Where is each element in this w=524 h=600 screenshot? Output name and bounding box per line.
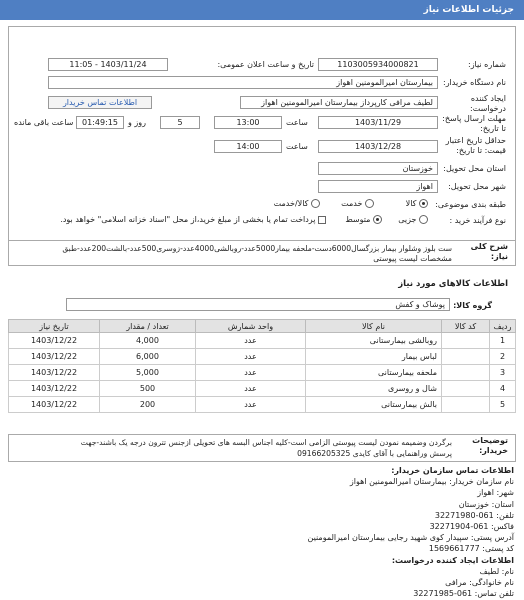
category-goods-text: کالا	[405, 199, 417, 208]
validity-time-field: 14:00	[214, 140, 282, 153]
row-name: روبالشی بیمارستانی	[306, 333, 442, 349]
validity-date-field: 1403/12/28	[318, 140, 438, 153]
table-row	[9, 349, 516, 365]
row-code	[442, 397, 490, 413]
row-name: بالش بیمارستانی	[306, 397, 442, 413]
col-unit: واحد شمارش	[196, 320, 306, 333]
table-row	[9, 381, 516, 397]
treasury-option[interactable]	[60, 215, 326, 224]
category-label: طبقه بندی موضوعی:	[435, 200, 506, 209]
contact-info	[214, 466, 514, 600]
category-option-goods[interactable]	[406, 199, 428, 208]
org-name: نام سازمان خریدار: بیمارستان امیرالمومنین اهواز	[349, 477, 514, 487]
row-qty: 4,000	[100, 333, 196, 349]
requester-last-name: نام خانوادگی: مرافی	[445, 577, 514, 587]
creator-label: ایجاد کننده درخواست:	[470, 94, 506, 113]
org-city: شهر: اهواز	[477, 488, 514, 498]
province-field: خوزستان	[318, 162, 438, 175]
col-code: کد کالا	[442, 320, 490, 333]
row-unit: عدد	[196, 365, 306, 381]
deadline-time-field: 13:00	[214, 116, 282, 129]
process-minor-text: جزیی	[398, 215, 417, 224]
remaining-label: ساعت باقی مانده	[14, 118, 74, 127]
row-qty: 6,000	[100, 349, 196, 365]
notes-text-2: پرسش وراهنمایی با آقای کایدی 09166205325	[297, 449, 452, 458]
creator-field: لطیف مرافی کارپرداز بیمارستان امیرالمومنین اهواز	[240, 96, 438, 109]
row-code	[442, 381, 490, 397]
category-service-radio[interactable]	[365, 199, 374, 208]
treasury-text: پرداخت تمام یا بخشی از مبلغ خرید،از محل "اسناد خزانه اسلامی" خواهد بود.	[60, 215, 316, 224]
row-code	[442, 349, 490, 365]
org-address: آدرس پستی: سپیدار کوی شهید رجایی بیمارستان امیرالمومنین	[307, 533, 514, 543]
deadline-time-label: ساعت	[286, 118, 308, 127]
goods-group-field: پوشاک و کفش	[66, 298, 450, 311]
row-name: شال و روسری	[306, 381, 442, 397]
announce-field: 1403/11/24 - 11:05	[48, 58, 168, 71]
row-index: 1	[490, 333, 516, 349]
summary-text-2: مشخصات لیست پیوستی	[373, 254, 452, 263]
buyer-contact-button[interactable]: اطلاعات تماس خریدار	[48, 96, 152, 109]
process-medium-text: متوسط	[345, 215, 371, 224]
validity-label: حداقل تاریخ اعتبار قیمت: تا تاریخ:	[445, 136, 506, 155]
table-row	[9, 333, 516, 349]
remaining-time-field: 01:49:15	[76, 116, 124, 129]
row-qty: 5,000	[100, 365, 196, 381]
process-option-minor[interactable]	[398, 215, 428, 224]
goods-table-header	[9, 320, 516, 333]
row-date: 1403/12/22	[9, 381, 100, 397]
deadline-label: مهلت ارسال پاسخ: تا تاریخ:	[442, 114, 506, 133]
buyer-field: بیمارستان امیرالمومنین اهواز	[48, 76, 438, 89]
row-index: 5	[490, 397, 516, 413]
row-date: 1403/12/22	[9, 397, 100, 413]
category-option-both[interactable]	[274, 199, 320, 208]
row-name: لباس بیمار	[306, 349, 442, 365]
row-unit: عدد	[196, 349, 306, 365]
buyer-label: نام دستگاه خریدار:	[443, 78, 506, 87]
goods-table	[8, 319, 516, 413]
row-unit: عدد	[196, 381, 306, 397]
days-field: 5	[160, 116, 200, 129]
category-both-radio[interactable]	[311, 199, 320, 208]
org-province: استان: خوزستان	[458, 499, 514, 509]
org-contact-title: اطلاعات تماس سازمان خریدار:	[391, 466, 514, 475]
process-minor-radio[interactable]	[419, 215, 428, 224]
col-row: ردیف	[490, 320, 516, 333]
row-date: 1403/12/22	[9, 349, 100, 365]
deadline-date-field: 1403/11/29	[318, 116, 438, 129]
category-option-service[interactable]	[341, 199, 374, 208]
row-index: 4	[490, 381, 516, 397]
requester-first-name: نام: لطیف	[479, 566, 514, 576]
city-label: شهر محل تحویل:	[448, 182, 506, 191]
need-number-field: 1103005934000821	[318, 58, 438, 71]
row-code	[442, 333, 490, 349]
province-label: استان محل تحویل:	[443, 164, 506, 173]
category-both-text: کالا/خدمت	[273, 199, 309, 208]
goods-group-label: گروه کالا:	[453, 301, 492, 310]
row-unit: عدد	[196, 333, 306, 349]
category-goods-radio[interactable]	[419, 199, 428, 208]
row-date: 1403/12/22	[9, 365, 100, 381]
treasury-checkbox[interactable]	[318, 216, 326, 224]
org-fax: فاکس: 061-32271904	[429, 521, 514, 531]
days-label: روز و	[128, 118, 146, 127]
row-code	[442, 365, 490, 381]
summary-label: شرح کلی نیاز:	[470, 242, 508, 261]
row-index: 3	[490, 365, 516, 381]
announce-label: تاریخ و ساعت اعلان عمومی:	[217, 60, 314, 69]
city-field: اهواز	[318, 180, 438, 193]
col-qty: تعداد / مقدار	[100, 320, 196, 333]
requester-title: اطلاعات ایجاد کننده درخواست:	[391, 555, 514, 565]
notes-text-1: برگردن وضمیمه نمودن لیست پیوستی الزامی است-کلیه اجناس البسه های تحویلی ازجنس تترون درجه یک باشند-جهت	[80, 438, 452, 447]
validity-time-label: ساعت	[286, 142, 308, 151]
process-label: نوع فرآیند خرید :	[449, 216, 506, 225]
row-index: 2	[490, 349, 516, 365]
summary-text-1: ست بلوز وشلوار بیمار بزرگسال6000دست-ملحفه بیمار5000عدد-روبالشی4000عدد-زوسری500عدد-بالشت200عدد-طبق	[62, 244, 452, 253]
goods-section-title: اطلاعات کالاهای مورد نیاز	[398, 279, 508, 289]
process-medium-radio[interactable]	[373, 215, 382, 224]
col-date: تاریخ نیاز	[9, 320, 100, 333]
row-name: ملحفه بیمارستانی	[306, 365, 442, 381]
row-qty: 500	[100, 381, 196, 397]
row-date: 1403/12/22	[9, 333, 100, 349]
row-qty: 200	[100, 397, 196, 413]
row-unit: عدد	[196, 397, 306, 413]
category-service-text: خدمت	[341, 199, 363, 208]
org-postal: کد پستی: 1569661777	[428, 544, 514, 554]
col-name: نام کالا	[306, 320, 442, 333]
org-phone: تلفن: 061-32271980	[434, 510, 514, 520]
page-header: جزئیات اطلاعات نیاز	[0, 0, 524, 20]
requester-phone: تلفن تماس: 061-32271985	[413, 589, 514, 599]
process-option-medium[interactable]	[345, 215, 382, 224]
notes-label: توضیحات خریدار:	[472, 436, 508, 455]
need-number-label: شماره نیاز:	[468, 60, 506, 69]
table-row	[9, 397, 516, 413]
table-row	[9, 365, 516, 381]
